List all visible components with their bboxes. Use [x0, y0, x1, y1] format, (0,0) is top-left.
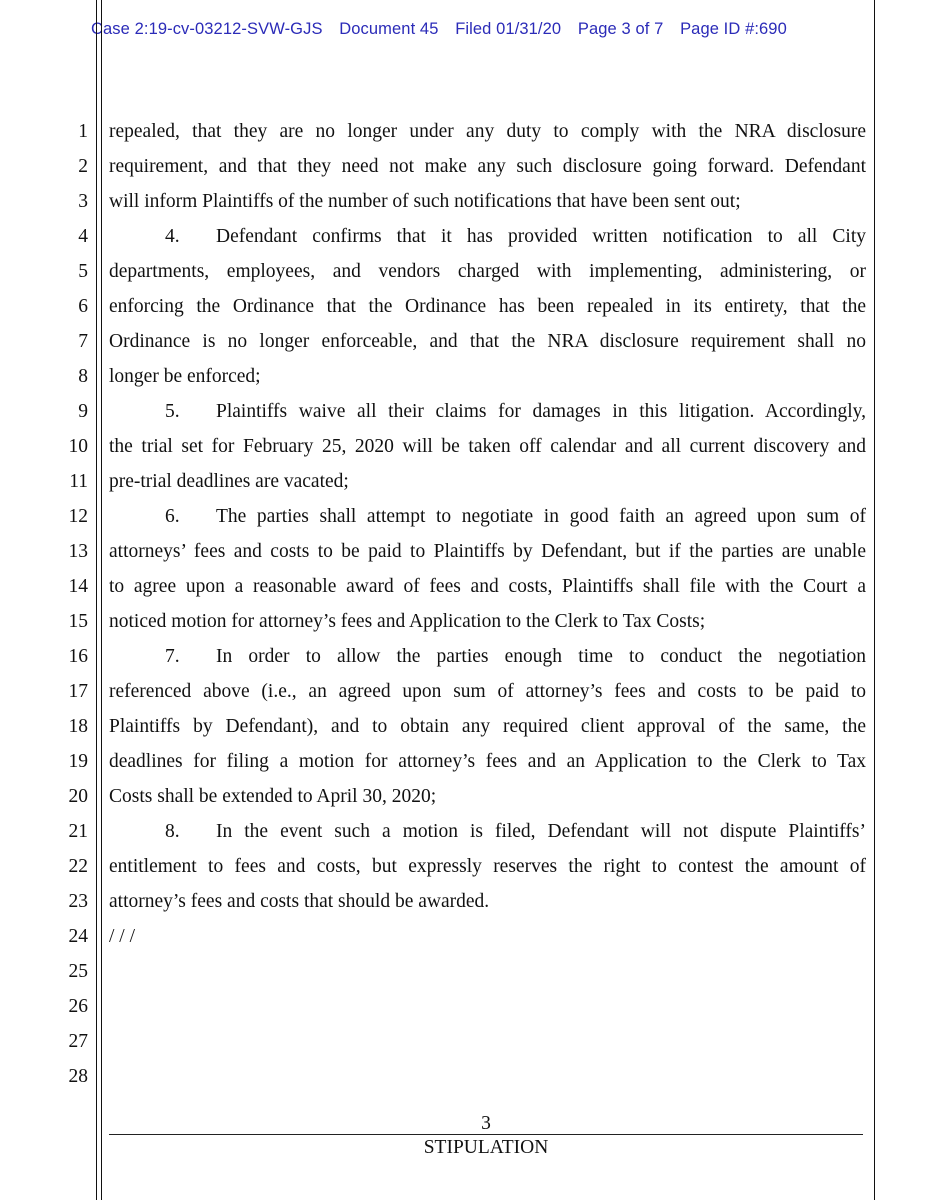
line-number: 19	[68, 751, 88, 772]
text-line: noticed motion for attorney’s fees and Application to the Clerk to Tax Costs;	[109, 611, 706, 632]
section-break-marker: / / /	[109, 926, 136, 947]
line-number: 11	[69, 471, 88, 492]
text-line: Plaintiffs by Defendant), and to obtain any required client approval of the same, the	[109, 716, 866, 737]
text-line: will inform Plaintiffs of the number of such notifications that have been sent out;	[109, 191, 741, 212]
line-number: 26	[68, 996, 88, 1017]
page-count: Page 3 of 7	[577, 20, 664, 38]
line-number: 7	[78, 331, 88, 352]
line-number: 21	[68, 821, 88, 842]
paragraph-number: 8.	[165, 821, 180, 842]
margin-rule-left-1	[96, 0, 97, 1200]
text-line: departments, employees, and vendors charged with implementing, administering, or	[109, 261, 866, 282]
line-number: 25	[68, 961, 88, 982]
paragraph-number: 7.	[165, 646, 180, 667]
line-number: 12	[68, 506, 88, 527]
text-line: Defendant confirms that it has provided written notification to all City	[216, 226, 866, 247]
text-line: The parties shall attempt to negotiate in good faith an agreed upon sum of	[216, 506, 866, 527]
margin-rule-left-2	[101, 0, 102, 1200]
document-number: Document 45	[339, 20, 439, 38]
text-line: pre-trial deadlines are vacated;	[109, 471, 349, 492]
line-number: 20	[68, 786, 88, 807]
line-number: 1	[78, 121, 88, 142]
line-number: 27	[68, 1031, 88, 1052]
filed-date: Filed 01/31/20	[455, 20, 562, 38]
line-number: 24	[68, 926, 88, 947]
text-line: to agree upon a reasonable award of fees and costs, Plaintiffs shall file with the Court a	[109, 576, 866, 597]
paragraph-6-first-line	[109, 507, 866, 527]
line-number: 8	[78, 366, 88, 387]
text-line: Ordinance is no longer enforceable, and that the NRA disclosure requirement shall no	[109, 331, 866, 352]
footer-title: STIPULATION	[423, 1137, 549, 1158]
ecf-header	[91, 20, 799, 39]
line-number: 13	[68, 541, 88, 562]
line-number: 6	[78, 296, 88, 317]
line-number: 16	[68, 646, 88, 667]
text-line: enforcing the Ordinance that the Ordinance has been repealed in its entirety, that the	[109, 296, 866, 317]
text-line: Plaintiffs waive all their claims for damages in this litigation. Accordingly,	[216, 401, 866, 422]
margin-rule-right	[874, 0, 875, 1200]
line-number: 18	[68, 716, 88, 737]
line-number: 5	[78, 261, 88, 282]
paragraph-number: 6.	[165, 506, 180, 527]
footer-rule	[109, 1134, 863, 1135]
line-number: 17	[68, 681, 88, 702]
text-line: longer be enforced;	[109, 366, 261, 387]
text-line: In the event such a motion is filed, Defendant will not dispute Plaintiffs’	[216, 821, 866, 842]
page-id: Page ID #:690	[680, 20, 787, 38]
paragraph-number: 4.	[165, 226, 180, 247]
text-line: attorney’s fees and costs that should be awarded.	[109, 891, 490, 912]
text-line: referenced above (i.e., an agreed upon sum of attorney’s fees and costs to be paid to	[109, 681, 866, 702]
line-number: 23	[68, 891, 88, 912]
line-number: 22	[68, 856, 88, 877]
text-line: deadlines for filing a motion for attorney’s fees and an Application to the Clerk to Tax	[109, 751, 866, 772]
text-line: Costs shall be extended to April 30, 2020;	[109, 786, 437, 807]
text-line: attorneys’ fees and costs to be paid to Plaintiffs by Defendant, but if the parties are unable	[109, 541, 866, 562]
text-line: In order to allow the parties enough time to conduct the negotiation	[216, 646, 866, 667]
text-line: requirement, and that they need not make any such disclosure going forward. Defendant	[109, 156, 866, 177]
case-number: Case 2:19-cv-03212-SVW-GJS	[91, 20, 323, 38]
text-line: entitlement to fees and costs, but expressly reserves the right to contest the amount of	[109, 856, 866, 877]
line-number: 10	[68, 436, 88, 457]
paragraph-4-first-line	[109, 227, 866, 247]
line-number: 14	[68, 576, 88, 597]
line-number: 28	[68, 1066, 88, 1087]
text-line: the trial set for February 25, 2020 will be taken off calendar and all current discovery and	[109, 436, 866, 457]
line-number: 4	[78, 226, 88, 247]
paragraph-number: 5.	[165, 401, 180, 422]
line-number: 9	[78, 401, 88, 422]
paragraph-5-first-line	[109, 402, 866, 422]
paragraph-8-first-line	[109, 822, 866, 842]
paragraph-7-first-line	[109, 647, 866, 667]
line-number: 3	[78, 191, 88, 212]
line-number: 15	[68, 611, 88, 632]
line-number: 2	[78, 156, 88, 177]
text-line: repealed, that they are no longer under any duty to comply with the NRA disclosure	[109, 121, 866, 142]
page-number: 3	[481, 1113, 491, 1134]
